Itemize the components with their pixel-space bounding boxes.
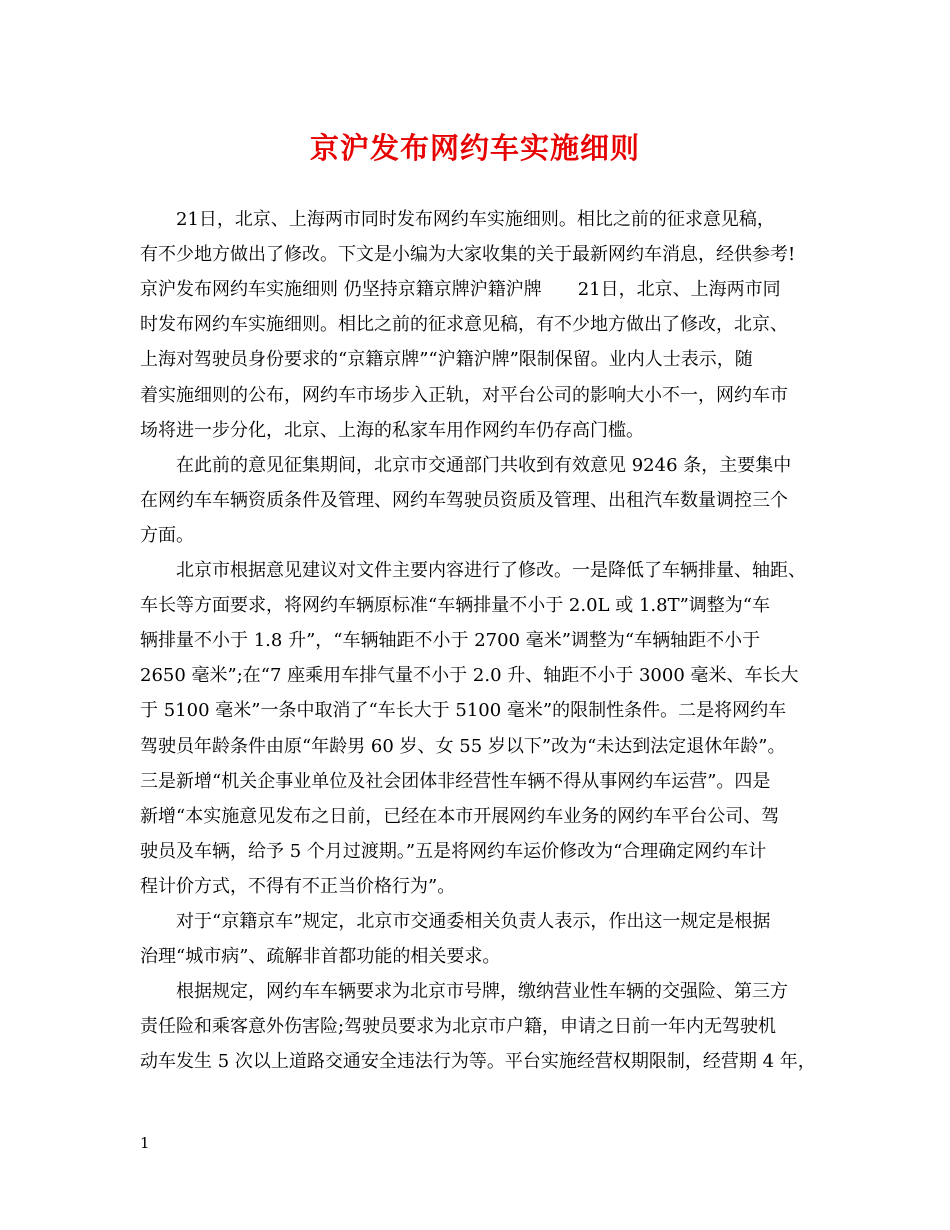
body-line: 北京市根据意见建议对文件主要内容进行了修改。一是降低了车辆排量、轴距、 [140, 560, 806, 581]
body-line: 治理“城市病”、疏解非首都功能的相关要求。 [140, 946, 501, 968]
body-line: 动车发生 5 次以上道路交通安全违法行为等。平台实施经营权期限制，经营期 4 年， [140, 1051, 816, 1073]
body-line: 驾驶员年龄条件由原“年龄男 60 岁、女 55 岁以下”改为“未达到法定退休年龄”。 [140, 735, 786, 757]
body-line: 辆排量不小于 1.8 升”，“车辆轴距不小于 2700 毫米”调整为“车辆轴距不小于 [140, 630, 761, 652]
body-line: 在此前的意见征集期间，北京市交通部门共收到有效意见 9246 条，主要集中 [140, 454, 792, 476]
page-number: 1 [140, 1134, 150, 1152]
body-line: 根据规定，网约车车辆要求为北京市号牌，缴纳营业性车辆的交强险、第三方 [140, 981, 788, 1003]
body-line: 于 5100 毫米”一条中取消了“车长大于 5100 毫米”的限制性条件。二是将网约车 [140, 700, 787, 722]
body-line: 上海对驾驶员身份要求的“京籍京牌”“沪籍沪牌”限制保留。业内人士表示，随 [140, 349, 753, 371]
body-line: 对于“京籍京车”规定，北京市交通委相关负责人表示，作出这一规定是根据 [140, 911, 771, 932]
body-line: 责任险和乘客意外伤害险;驾驶员要求为北京市户籍，申请之日前一年内无驾驶机 [140, 1016, 777, 1038]
body-line: 方面。 [140, 524, 194, 546]
body-line: 21日，北京、上海两市同时发布网约车实施细则。相比之前的征求意见稿， [140, 209, 775, 230]
body-line: 着实施细则的公布，网约车市场步入正轨，对平台公司的影响大小不一，网约车市 [140, 384, 788, 406]
body-line: 车长等方面要求，将网约车辆原标准“车辆排量不小于 2.0L 或 1.8T”调整为“车 [140, 595, 770, 617]
body-line: 时发布网约车实施细则。相比之前的征求意见稿，有不少地方做出了修改，北京、 [140, 314, 788, 336]
body-line: 新增“本实施意见发布之日前，已经在本市开展网约车业务的网约车平台公司、驾 [140, 805, 780, 827]
body-line: 京沪发布网约车实施细则 仍坚持京籍京牌沪籍沪牌 21日，北京、上海两市同 [140, 279, 781, 301]
body-line: 驶员及车辆，给予 5 个月过渡期。”五是将网约车运价修改为“合理确定网约车计 [140, 840, 767, 862]
body-line: 场将进一步分化，北京、上海的私家车用作网约车仍存高门槛。 [140, 419, 644, 441]
body-line: 在网约车车辆资质条件及管理、网约车驾驶员资质及管理、出租汽车数量调控三个 [140, 489, 788, 511]
body-line: 有不少地方做出了修改。下文是小编为大家收集的关于最新网约车消息，经供参考! [140, 244, 796, 266]
body-line: 2650 毫米”;在“7 座乘用车排气量不小于 2.0 升、轴距不小于 3000 毫米、车长大 [140, 665, 799, 687]
document-title: 京沪发布网约车实施细则 [309, 131, 640, 165]
body-line: 三是新增“机关企事业单位及社会团体非经营性车辆不得从事网约车运营”。四是 [140, 770, 771, 792]
body-line: 程计价方式，不得有不正当价格行为”。 [140, 875, 456, 897]
